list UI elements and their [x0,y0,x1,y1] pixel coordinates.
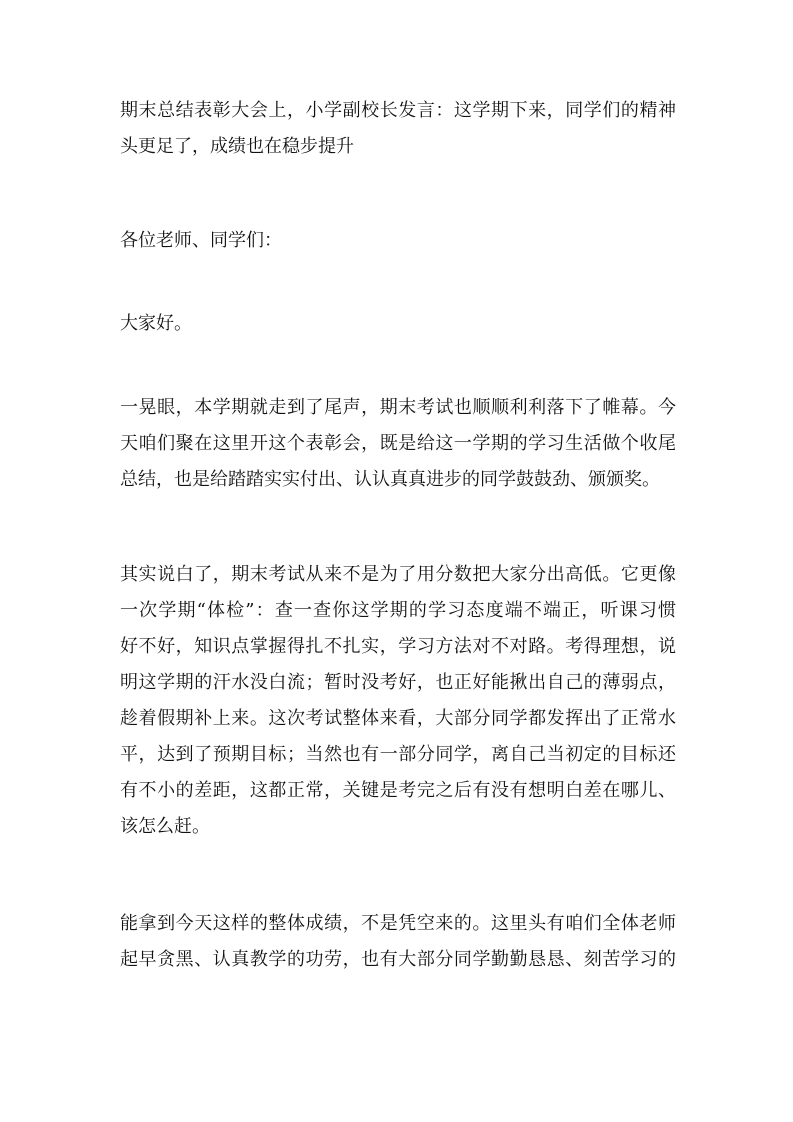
title-line: 头更足了，成绩也在稳步提升 [120,136,354,157]
paragraph-line: 明这学期的汗水没白流；暂时没考好，也正好能揪出自己的薄弱点， [120,672,676,693]
paragraph-achievement [120,906,676,978]
paragraph-line: 起早贪黑、认真教学的功劳，也有大部分同学勤勤恳恳、刻苦学习的 [120,949,676,970]
greeting [120,306,676,342]
paragraph-line: 好不好，知识点掌握得扎不扎实，学习方法对不对路。考得理想，说 [120,636,676,657]
title-line: 期末总结表彰大会上，小学副校长发言：这学期下来，同学们的精神 [120,100,676,121]
paragraph-line: 一晃眼，本学期就走到了尾声，期末考试也顺顺利利落下了帷幕。今 [120,397,676,418]
paragraph-line: 其实说白了，期末考试从来不是为了用分数把大家分出高低。它更像 [120,564,676,585]
paragraph-line: 有不小的差距，这都正常，关键是考完之后有没有想明白差在哪儿、 [120,780,676,801]
paragraph-opening [120,390,676,498]
salutation [120,223,676,259]
paragraph-line: 一次学期“体检”：查一查你这学期的学习态度端不端正，听课习惯 [120,600,676,621]
paragraph-line: 能拿到今天这样的整体成绩，不是凭空来的。这里头有咱们全体老师 [120,913,676,934]
paragraph-line: 总结，也是给踏踏实实付出、认认真真进步的同学鼓鼓劲、颁颁奖。 [120,469,660,490]
paragraph-line: 平，达到了预期目标；当然也有一部分同学，离自己当初定的目标还 [120,744,676,765]
salutation-text: 各位老师、同学们： [120,230,282,251]
paragraph-line: 天咱们聚在这里开这个表彰会，既是给这一学期的学习生活做个收尾 [120,433,676,454]
paragraph-line: 该怎么赶。 [120,816,210,837]
paragraph-line: 趁着假期补上来。这次考试整体来看，大部分同学都发挥出了正常水 [120,708,676,729]
paragraph-exam-meaning [120,557,676,845]
document-title [120,93,676,165]
greeting-text: 大家好。 [120,313,192,334]
